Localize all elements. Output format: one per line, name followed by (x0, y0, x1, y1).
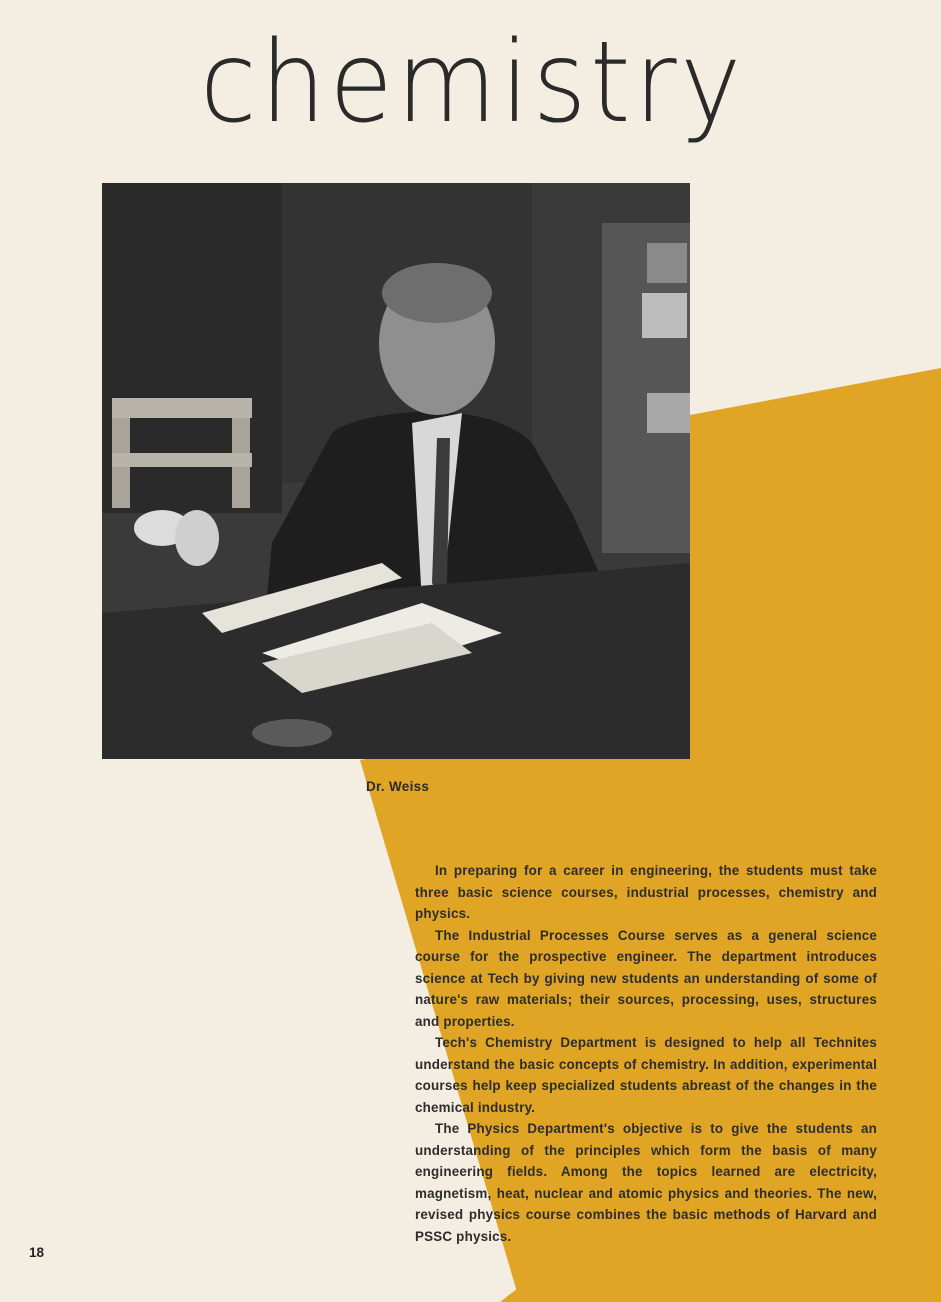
paragraph-3: Tech's Chemistry Department is designed to help all Technites understand the basic concepts of chemistry. In addition, experimental courses help keep specialized students abreast of the changes in the chemical industry. (415, 1035, 877, 1115)
paragraph-1: In preparing for a career in engineering, the students must take three basic science courses, industrial processes, chemistry and physics. (415, 863, 877, 921)
paragraph-2: The Industrial Processes Course serves as a general science course for the prospective engineer. The department introduces science at Tech by giving new students an understanding of some of nature's raw materials; their sources, processing, uses, structures and properties. (415, 927, 877, 1029)
photo-caption: Dr. Weiss (366, 779, 430, 794)
article-body (415, 860, 877, 1247)
page-number: 18 (29, 1245, 45, 1260)
page-title: chemistry (200, 18, 745, 148)
paragraph-4: The Physics Department's objective is to give the students an understanding of the principles which form the basis of many engineering fields. Among the topics learned are electricity, magnetism, heat, nuclear and atomic physics and theories. The new, revised physics course combines the basic methods of Harvard and PSSC physics. (415, 1121, 877, 1244)
portrait-photo (102, 183, 690, 759)
